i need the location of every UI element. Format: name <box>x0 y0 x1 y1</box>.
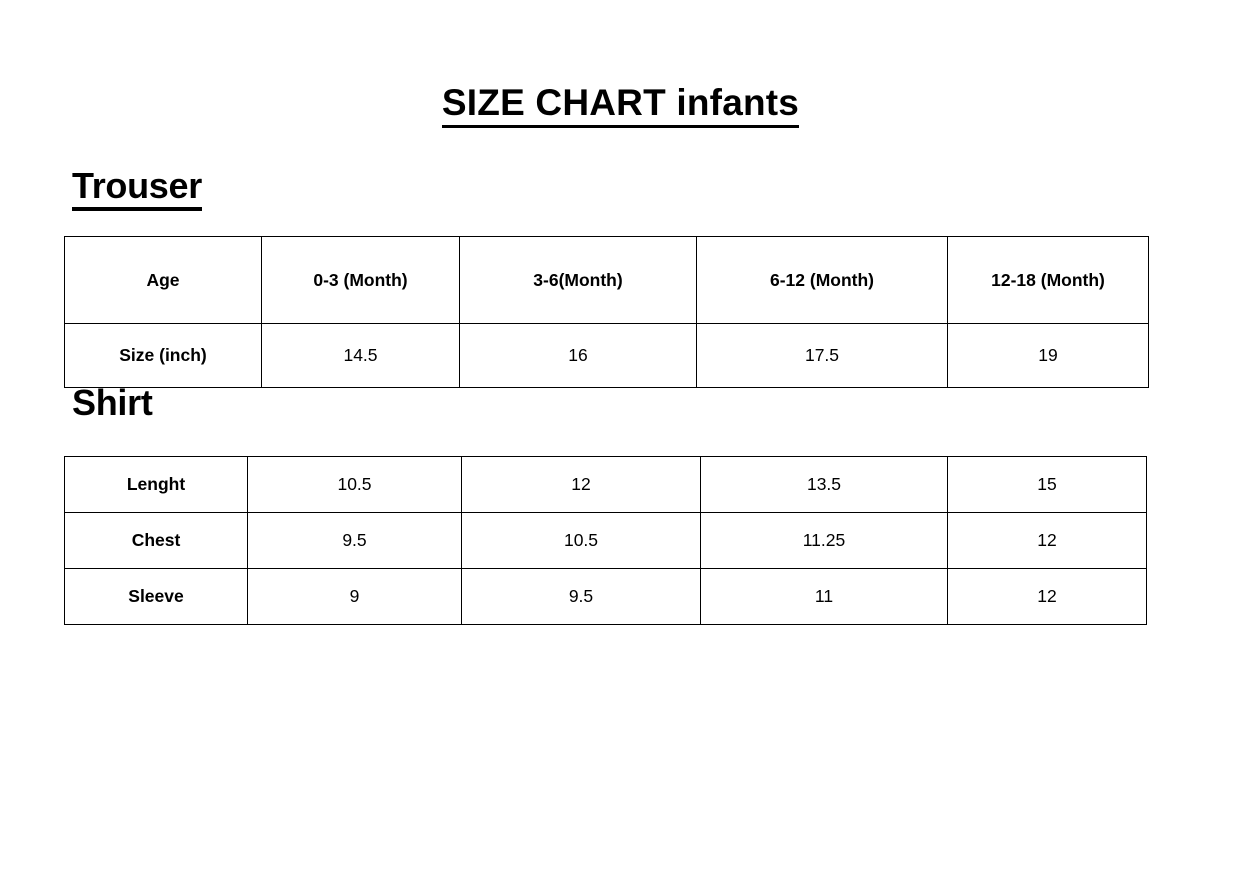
table-cell-age-0-3: 0-3 (Month) <box>262 237 460 324</box>
table-cell-age-label: Age <box>65 237 262 324</box>
table-row <box>65 513 1147 569</box>
table-row <box>65 457 1147 513</box>
table-cell-sleeve-label: Sleeve <box>65 569 248 625</box>
section-heading-shirt-text: Shirt <box>72 382 153 423</box>
table-cell-chest-6-12: 11.25 <box>701 513 948 569</box>
table-cell-sleeve-0-3: 9 <box>248 569 462 625</box>
table-cell-size-3-6: 16 <box>460 324 697 388</box>
table-cell-lenght-12-18: 15 <box>948 457 1147 513</box>
trouser-size-table <box>64 236 1149 388</box>
table-cell-size-0-3: 14.5 <box>262 324 460 388</box>
shirt-size-table <box>64 456 1147 625</box>
section-heading-trouser-text: Trouser <box>72 165 202 211</box>
table-cell-chest-3-6: 10.5 <box>462 513 701 569</box>
table-cell-chest-0-3: 9.5 <box>248 513 462 569</box>
table-cell-lenght-label: Lenght <box>65 457 248 513</box>
section-heading-trouser <box>72 165 202 207</box>
table-row <box>65 324 1149 388</box>
table-cell-sleeve-12-18: 12 <box>948 569 1147 625</box>
table-cell-lenght-0-3: 10.5 <box>248 457 462 513</box>
section-heading-shirt <box>72 382 153 424</box>
table-cell-sleeve-3-6: 9.5 <box>462 569 701 625</box>
table-cell-age-12-18: 12-18 (Month) <box>948 237 1149 324</box>
table-cell-size-6-12: 17.5 <box>697 324 948 388</box>
page-title <box>0 82 1241 124</box>
table-cell-chest-12-18: 12 <box>948 513 1147 569</box>
table-cell-size-12-18: 19 <box>948 324 1149 388</box>
table-cell-lenght-3-6: 12 <box>462 457 701 513</box>
page-title-text: SIZE CHART infants <box>442 82 799 128</box>
table-cell-size-label: Size (inch) <box>65 324 262 388</box>
table-row <box>65 237 1149 324</box>
table-cell-sleeve-6-12: 11 <box>701 569 948 625</box>
table-cell-chest-label: Chest <box>65 513 248 569</box>
table-cell-age-3-6: 3-6(Month) <box>460 237 697 324</box>
table-cell-age-6-12: 6-12 (Month) <box>697 237 948 324</box>
table-row <box>65 569 1147 625</box>
table-cell-lenght-6-12: 13.5 <box>701 457 948 513</box>
